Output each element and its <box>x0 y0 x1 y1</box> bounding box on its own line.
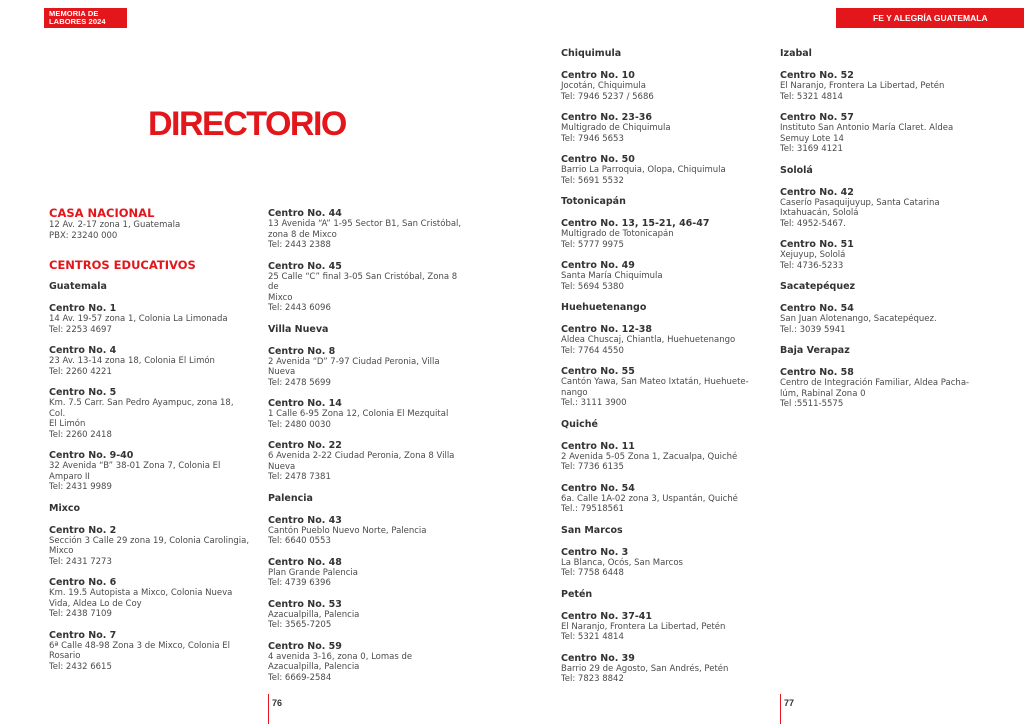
centro-details: Sección 3 Calle 29 zona 19, Colonia Carolingia, Mixco Tel: 2431 7273 <box>49 535 250 567</box>
centro-name: Centro No. 54 <box>780 303 854 314</box>
centro-details: 32 Avenida “B” 38-01 Zona 7, Colonia El Amparo II Tel: 2431 9989 <box>49 461 221 492</box>
directory-entry <box>268 557 468 589</box>
casa-nacional-phone: PBX: 23240 000 <box>49 230 118 241</box>
centro-name: Centro No. 7 <box>49 629 117 641</box>
directory-column-4 <box>780 48 980 420</box>
directory-entry <box>561 653 761 685</box>
centro-name: Centro No. 59 <box>268 640 342 652</box>
directory-entry <box>780 70 980 102</box>
centro-details: El Naranjo, Frontera La Libertad, Petén Tel: 5321 4814 <box>780 81 945 102</box>
page-number-left: 76 <box>272 698 283 708</box>
directory-entry <box>561 260 761 292</box>
centro-name: Centro No. 54 <box>561 482 635 494</box>
centro-details: Barrio 29 de Agosto, San Andrés, Petén Tel: 7823 8842 <box>561 663 729 684</box>
centro-details: La Blanca, Ocós, San Marcos Tel: 7758 6448 <box>561 557 683 578</box>
centro-name: Centro No. 13, 15-21, 46-47 <box>561 218 710 229</box>
directory-entry <box>49 303 249 335</box>
centro-name: Centro No. 23-36 <box>561 112 653 123</box>
centro-details: El Naranjo, Frontera La Libertad, Petén Tel: 5321 4814 <box>561 621 726 642</box>
centro-name: Centro No. 52 <box>780 70 854 81</box>
centro-details: 6 Avenida 2-22 Ciudad Peronia, Zona 8 Villa Nueva Tel: 2478 7381 <box>268 451 455 482</box>
region-heading: Totonicapán <box>561 196 626 207</box>
directory-entry <box>561 154 761 186</box>
directory-entry <box>561 547 761 579</box>
centro-details: San Juan Alotenango, Sacatepéquez. Tel.: 3039 5941 <box>780 314 937 335</box>
column-4-entries <box>780 48 980 410</box>
organization-tag <box>836 8 1024 28</box>
region-heading: Guatemala <box>49 281 107 292</box>
region-heading: Baja Verapaz <box>780 345 850 356</box>
directory-entry <box>780 187 980 230</box>
centro-details: 6a. Calle 1A-02 zona 3, Uspantán, Quiché Tel.: 79518561 <box>561 493 738 514</box>
centro-name: Centro No. 39 <box>561 652 635 664</box>
region-heading: Mixco <box>49 502 80 514</box>
directory-entry <box>268 208 468 251</box>
centro-details: 1 Calle 6-95 Zona 12, Colonia El Mezquital Tel: 2480 0030 <box>268 409 449 430</box>
centro-details: Barrio La Parroquia, Olopa, Chiquimula Tel: 5691 5532 <box>561 165 726 186</box>
directory-entry <box>561 483 761 515</box>
centro-details: Instituto San Antonio María Claret. Aldea Semuy Lote 14 Tel: 3169 4121 <box>780 123 954 154</box>
centro-name: Centro No. 2 <box>49 524 117 536</box>
centro-details: Multigrado de Chiquimula Tel: 7946 5653 <box>561 123 671 144</box>
centro-name: Centro No. 10 <box>561 70 635 81</box>
page-rule-right <box>780 694 781 724</box>
directory-entry <box>268 599 468 631</box>
centro-details: 23 Av. 13-14 zona 18, Colonia El Limón Tel: 2260 4221 <box>49 356 215 377</box>
directory-entry <box>268 261 468 314</box>
directory-entry <box>49 345 249 377</box>
centro-name: Centro No. 58 <box>780 367 854 378</box>
column-1-entries <box>49 281 249 672</box>
centro-name: Centro No. 5 <box>49 387 117 398</box>
region-heading: Petén <box>561 588 593 600</box>
centro-name: Centro No. 50 <box>561 154 635 165</box>
centro-details: Cantón Pueblo Nuevo Norte, Palencia Tel: 6640 0553 <box>268 525 427 546</box>
directory-entry <box>561 70 761 102</box>
centro-name: Centro No. 51 <box>780 239 854 250</box>
centro-name: Centro No. 45 <box>268 260 342 272</box>
centro-details: Caserío Pasaquijuyup, Santa Catarina Ixtahuacán, Sololá Tel: 4952-5467. <box>780 197 940 229</box>
directory-entry <box>49 450 249 493</box>
directory-entry <box>561 611 761 643</box>
centro-details: Km. 7.5 Carr. San Pedro Ayampuc, zona 18, Col. El Limón Tel: 2260 2418 <box>49 398 234 440</box>
directory-entry <box>780 239 980 271</box>
centro-details: Azacualpilla, Palencia Tel: 3565-7205 <box>268 609 360 630</box>
page-number-right: 77 <box>784 698 795 708</box>
centro-name: Centro No. 11 <box>561 440 635 452</box>
directory-entry <box>561 112 761 144</box>
centro-name: Centro No. 37-41 <box>561 610 653 622</box>
centro-details: Cantón Yawa, San Mateo Ixtatán, Huehuete- nango Tel.: 3111 3900 <box>561 377 749 408</box>
centro-name: Centro No. 9-40 <box>49 450 134 461</box>
page-title: DIRECTORIO <box>148 105 346 143</box>
column-3-entries <box>561 48 761 685</box>
centro-details: 25 Calle “C” final 3-05 San Cristóbal, Zona 8 de Mixco Tel: 2443 6096 <box>268 271 458 313</box>
directory-entry <box>561 441 761 473</box>
centro-details: 4 avenida 3-16, zona 0, Lomas de Azacualpilla, Palencia Tel: 6669-2584 <box>268 651 413 683</box>
directory-entry <box>780 112 980 155</box>
region-heading: San Marcos <box>561 524 623 536</box>
region-heading: Palencia <box>268 492 313 504</box>
region-heading: Villa Nueva <box>268 323 329 335</box>
centro-details: 13 Avenida “A” 1-95 Sector B1, San Cristóbal, zona 8 de Mixco Tel: 2443 2388 <box>268 219 462 250</box>
directory-entry <box>268 346 468 389</box>
centro-name: Centro No. 43 <box>268 514 342 526</box>
region-heading: Quiché <box>561 418 598 430</box>
region-heading: Sololá <box>780 164 813 176</box>
directory-entry <box>268 440 468 483</box>
centro-details: 14 Av. 19-57 zona 1, Colonia La Limonada Tel: 2253 4697 <box>49 314 228 335</box>
centro-details: Aldea Chuscaj, Chiantla, Huehuetenango Tel: 7764 4550 <box>561 335 736 356</box>
centro-name: Centro No. 4 <box>49 345 117 356</box>
region-heading: Sacatepéquez <box>780 281 856 292</box>
region-heading: Huehuetenango <box>561 302 647 313</box>
centro-details: 2 Avenida “D” 7-97 Ciudad Peronia, Villa Nueva Tel: 2478 5699 <box>268 356 440 388</box>
column-2-entries <box>268 208 468 683</box>
centro-name: Centro No. 1 <box>49 303 117 314</box>
centro-details: Jocotán, Chiquimula Tel: 7946 5237 / 5686 <box>561 81 654 102</box>
region-heading: Chiquimula <box>561 48 622 59</box>
directory-entry <box>561 324 761 356</box>
centro-name: Centro No. 53 <box>268 598 342 610</box>
centro-details: Santa María Chiquimula Tel: 5694 5380 <box>561 271 663 292</box>
centro-name: Centro No. 6 <box>49 577 117 588</box>
centro-name: Centro No. 14 <box>268 398 342 409</box>
directory-entry <box>49 525 249 568</box>
centro-name: Centro No. 55 <box>561 366 635 377</box>
centro-name: Centro No. 44 <box>268 208 342 219</box>
centro-details: Centro de Integración Familiar, Aldea Pacha- lúm, Rabinal Zona 0 Tel :5511-5575 <box>780 378 970 409</box>
directory-column-1 <box>49 207 249 682</box>
centro-name: Centro No. 8 <box>268 345 336 357</box>
report-tag-text: MEMORIA DE LABORES 2024 <box>49 9 106 26</box>
directory-entry <box>268 641 468 684</box>
centro-name: Centro No. 57 <box>780 112 854 123</box>
directory-entry <box>268 515 468 547</box>
centro-name: Centro No. 22 <box>268 440 342 451</box>
centro-details: Km. 19.5 Autopista a Mixco, Colonia Nueva Vida, Aldea Lo de Coy Tel: 2438 7109 <box>49 588 233 619</box>
organization-tag-text: FE Y ALEGRÍA GUATEMALA <box>873 13 988 23</box>
directory-entry <box>49 387 249 440</box>
directory-column-2 <box>268 208 468 693</box>
directory-entry <box>780 303 980 335</box>
centro-name: Centro No. 12-38 <box>561 324 653 335</box>
centro-name: Centro No. 42 <box>780 186 854 198</box>
directory-entry <box>268 398 468 430</box>
casa-nacional-address: 12 Av. 2-17 zona 1, Guatemala <box>49 220 181 230</box>
centro-details: Plan Grande Palencia Tel: 4739 6396 <box>268 567 358 588</box>
directory-entry <box>561 366 761 409</box>
centro-details: 2 Avenida 5-05 Zona 1, Zacualpa, Quiché Tel: 7736 6135 <box>561 451 738 472</box>
centro-name: Centro No. 49 <box>561 260 635 271</box>
directory-entry <box>780 367 980 410</box>
directory-entry <box>49 577 249 620</box>
centro-details: Xejuyup, Sololá Tel: 4736-5233 <box>780 250 846 271</box>
region-heading: Izabal <box>780 48 812 59</box>
casa-nacional-heading: CASA NACIONAL <box>49 206 155 220</box>
directory-entry <box>49 630 249 673</box>
report-tag <box>44 8 127 28</box>
centro-details: 6ª Calle 48-98 Zona 3 de Mixco, Colonia El Rosario Tel: 2432 6615 <box>49 640 231 672</box>
centro-name: Centro No. 48 <box>268 556 342 568</box>
centro-name: Centro No. 3 <box>561 546 629 558</box>
centro-details: Multigrado de Totonicapán Tel: 5777 9975 <box>561 229 674 250</box>
directory-entry <box>561 218 761 250</box>
centros-educativos-heading: CENTROS EDUCATIVOS <box>49 258 196 272</box>
directory-column-3 <box>561 48 761 695</box>
page-rule-left <box>268 694 269 724</box>
